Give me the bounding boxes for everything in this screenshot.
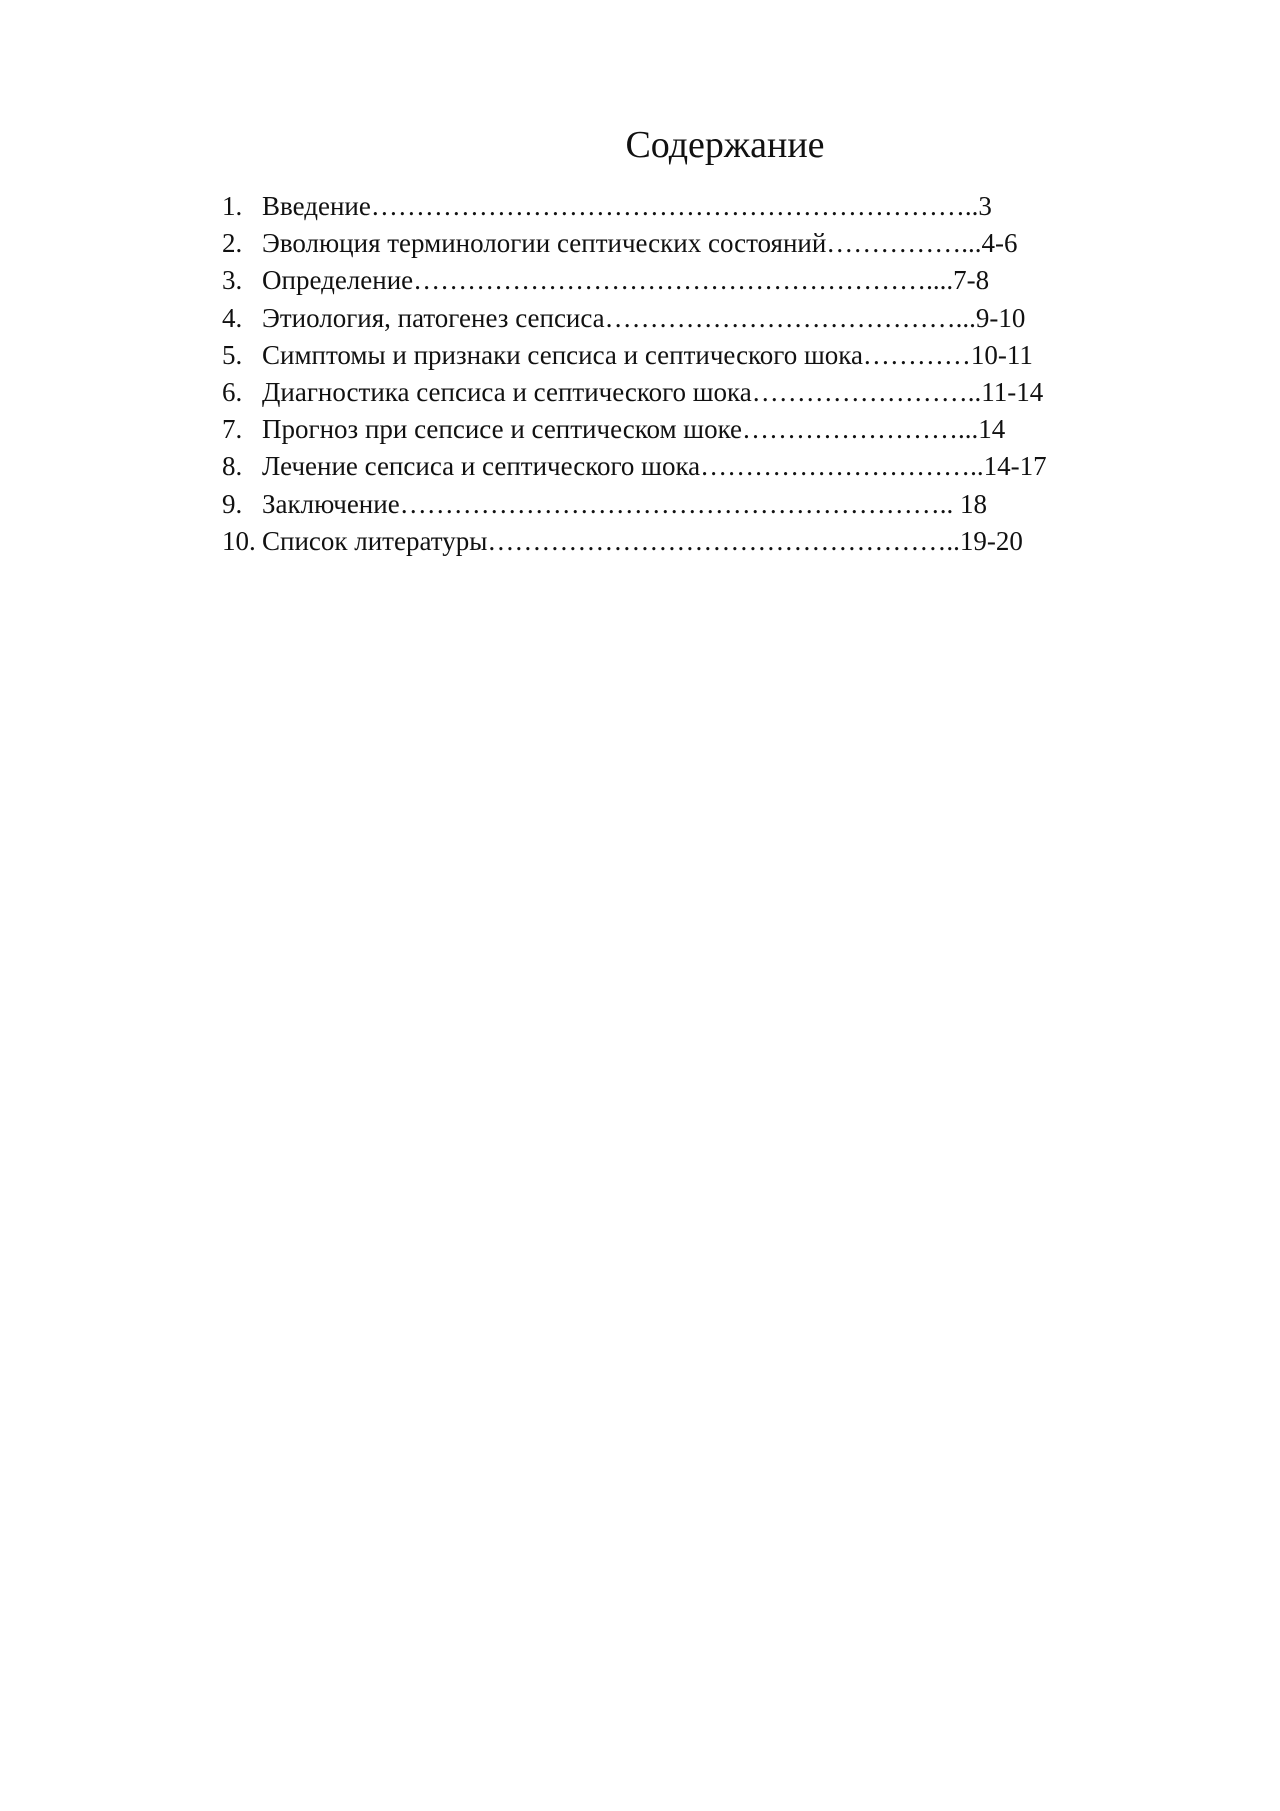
toc-item-text: Этиология, патогенез сепсиса…………………………………...9-10 bbox=[262, 302, 1026, 333]
toc-item bbox=[222, 300, 1047, 337]
toc-item-number: 7. bbox=[222, 414, 243, 445]
toc-item-number: 10. bbox=[222, 525, 256, 556]
toc-item bbox=[222, 523, 1047, 560]
toc-item-number: 4. bbox=[222, 302, 243, 333]
toc-item-text: Заключение…………………………………………………….. 18 bbox=[262, 488, 987, 519]
toc-item-number: 8. bbox=[222, 451, 243, 482]
toc-item-text: Симптомы и признаки сепсиса и септического шока…………10-11 bbox=[262, 339, 1033, 370]
table-of-contents bbox=[222, 188, 1047, 560]
toc-item-text: Лечение сепсиса и септического шока…………………………..14-17 bbox=[262, 451, 1047, 482]
toc-item bbox=[222, 225, 1047, 262]
toc-item bbox=[222, 188, 1047, 225]
toc-item-number: 6. bbox=[222, 376, 243, 407]
toc-item-number: 5. bbox=[222, 339, 243, 370]
toc-item bbox=[222, 262, 1047, 299]
toc-item-number: 3. bbox=[222, 265, 243, 296]
toc-item bbox=[222, 486, 1047, 523]
toc-item-text: Определение…………………………………………………....7-8 bbox=[262, 265, 990, 296]
toc-item bbox=[222, 374, 1047, 411]
toc-item-text: Прогноз при сепсисе и септическом шоке……………………...14 bbox=[262, 414, 1006, 445]
toc-item-text: Эволюция терминологии септических состояний……………...4-6 bbox=[262, 228, 1018, 259]
page-title: Содержание bbox=[625, 124, 825, 166]
toc-item bbox=[222, 448, 1047, 485]
toc-item-number: 1. bbox=[222, 191, 243, 221]
toc-item-number: 2. bbox=[222, 228, 243, 259]
toc-item-number: 9. bbox=[222, 488, 243, 519]
toc-item-text: Список литературы……………………………………………..19-20 bbox=[262, 525, 1023, 556]
toc-item bbox=[222, 411, 1047, 448]
toc-item-text: Введение…………………………………………………………..3 bbox=[262, 191, 992, 221]
toc-item-text: Диагностика сепсиса и септического шока……………………..11-14 bbox=[262, 376, 1044, 407]
toc-item bbox=[222, 337, 1047, 374]
